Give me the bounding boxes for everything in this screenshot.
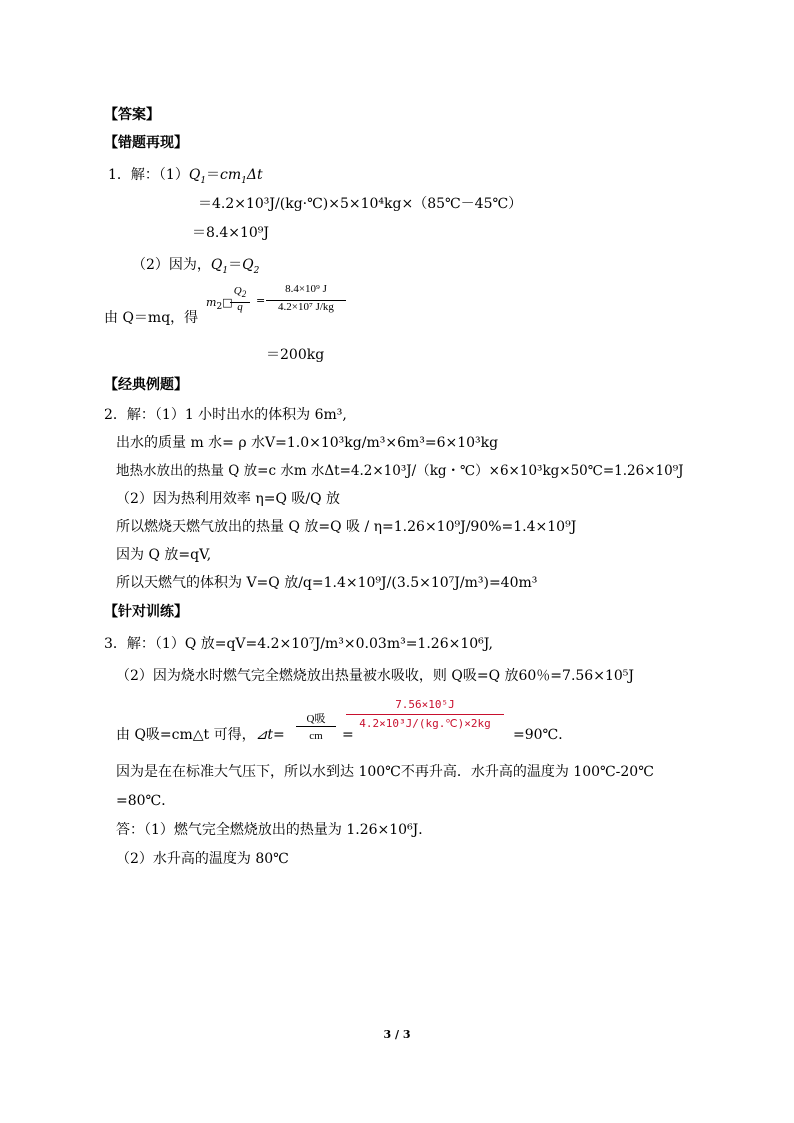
p2-line3: 地热水放出的热量 Q 放=c 水m 水Δt=4.2×10³J/（kg・℃）×6×10³kg×50℃=1.26×10⁹J bbox=[116, 463, 684, 479]
heading-training: 【针对训练】 bbox=[104, 604, 188, 620]
page-number: 3 / 3 bbox=[383, 1028, 411, 1041]
p3-line3-suffix: =90℃． bbox=[513, 727, 573, 743]
p1-line6: ＝200kg bbox=[266, 347, 325, 363]
p1-fraction-q2-q: $Q_2$ q bbox=[233, 285, 247, 313]
p1-line4: （2）因为，$Q_1=Q_2$ bbox=[132, 257, 260, 276]
p3-line2: （2）因为烧水时燃气完全燃烧放出热量被水吸收，则 Q吸=Q 放60％=7.56×10⁵J bbox=[116, 668, 634, 684]
p2-line7: 所以天燃气的体积为 V=Q 放/q=1.4×10⁹J/(3.5×10⁷J/m³)=40m³ bbox=[116, 575, 538, 591]
p3-line4: 因为是在在标准大气压下，所以水到达 100℃不再升高．水升高的温度为 100℃-20℃ bbox=[116, 764, 654, 780]
p1-fraction-bar-2 bbox=[266, 300, 346, 301]
p1-equals: = bbox=[256, 294, 266, 307]
p2-line1: 2．解：（1）1 小时出水的体积为 6m³, bbox=[104, 407, 347, 423]
p2-line2: 出水的质量 m 水= ρ 水V=1.0×10³kg/m³×6m³=6×10³kg bbox=[116, 435, 499, 451]
p3-fraction-qabs-cm: Q吸 cm bbox=[306, 713, 326, 742]
p1-line5: 由 Q＝mq，得 bbox=[104, 310, 199, 326]
heading-classic: 【经典例题】 bbox=[104, 377, 188, 393]
p2-line5: 所以燃烧天燃气放出的热量 Q 放=Q 吸 / η=1.26×10⁹J/90%=1.4×10⁹J bbox=[116, 519, 577, 535]
p1-line2: ＝4.2×10³J/(kg·℃)×5×10⁴kg×（85℃－45℃） bbox=[198, 196, 523, 212]
p3-line5: =80℃． bbox=[116, 793, 176, 809]
p3-line6: 答：（1）燃气完全燃烧放出的热量为 1.26×10⁶J． bbox=[116, 822, 433, 838]
p1-fraction-values: 8.4×10⁹ J 4.2×10⁷ J/kg bbox=[278, 283, 334, 313]
p1-m2-symbol: $m_2□$ bbox=[206, 296, 233, 313]
heading-wrong-review: 【错题再现】 bbox=[104, 135, 188, 151]
p3-line3-prefix: 由 Q吸=cm△t 可得，⊿t= bbox=[116, 727, 285, 743]
p3-equals: = bbox=[342, 727, 354, 743]
p3-line1: 3．解：（1）Q 放=qV=4.2×10⁷J/m³×0.03m³=1.26×10⁶J, bbox=[104, 636, 494, 652]
heading-answer: 【答案】 bbox=[104, 107, 160, 123]
p3-fraction-values: 7.56×10⁵J 4.2×10³J/(kg.℃)×2kg bbox=[359, 698, 491, 730]
p1-fraction-bar-1 bbox=[230, 302, 250, 303]
p3-line7: （2）水升高的温度为 80℃ bbox=[116, 851, 289, 867]
p3-fraction-bar-2 bbox=[346, 714, 504, 715]
p2-line6: 因为 Q 放=qV, bbox=[116, 547, 212, 563]
p1-line1: 1．解：$(1)Q_1=cm_1\Delta t$ bbox=[108, 167, 263, 186]
p2-line4: （2）因为热利用效率 η=Q 吸/Q 放 bbox=[116, 491, 341, 507]
p1-line3: ＝8.4×10⁹J bbox=[192, 225, 270, 241]
p3-fraction-bar-1 bbox=[296, 726, 336, 727]
